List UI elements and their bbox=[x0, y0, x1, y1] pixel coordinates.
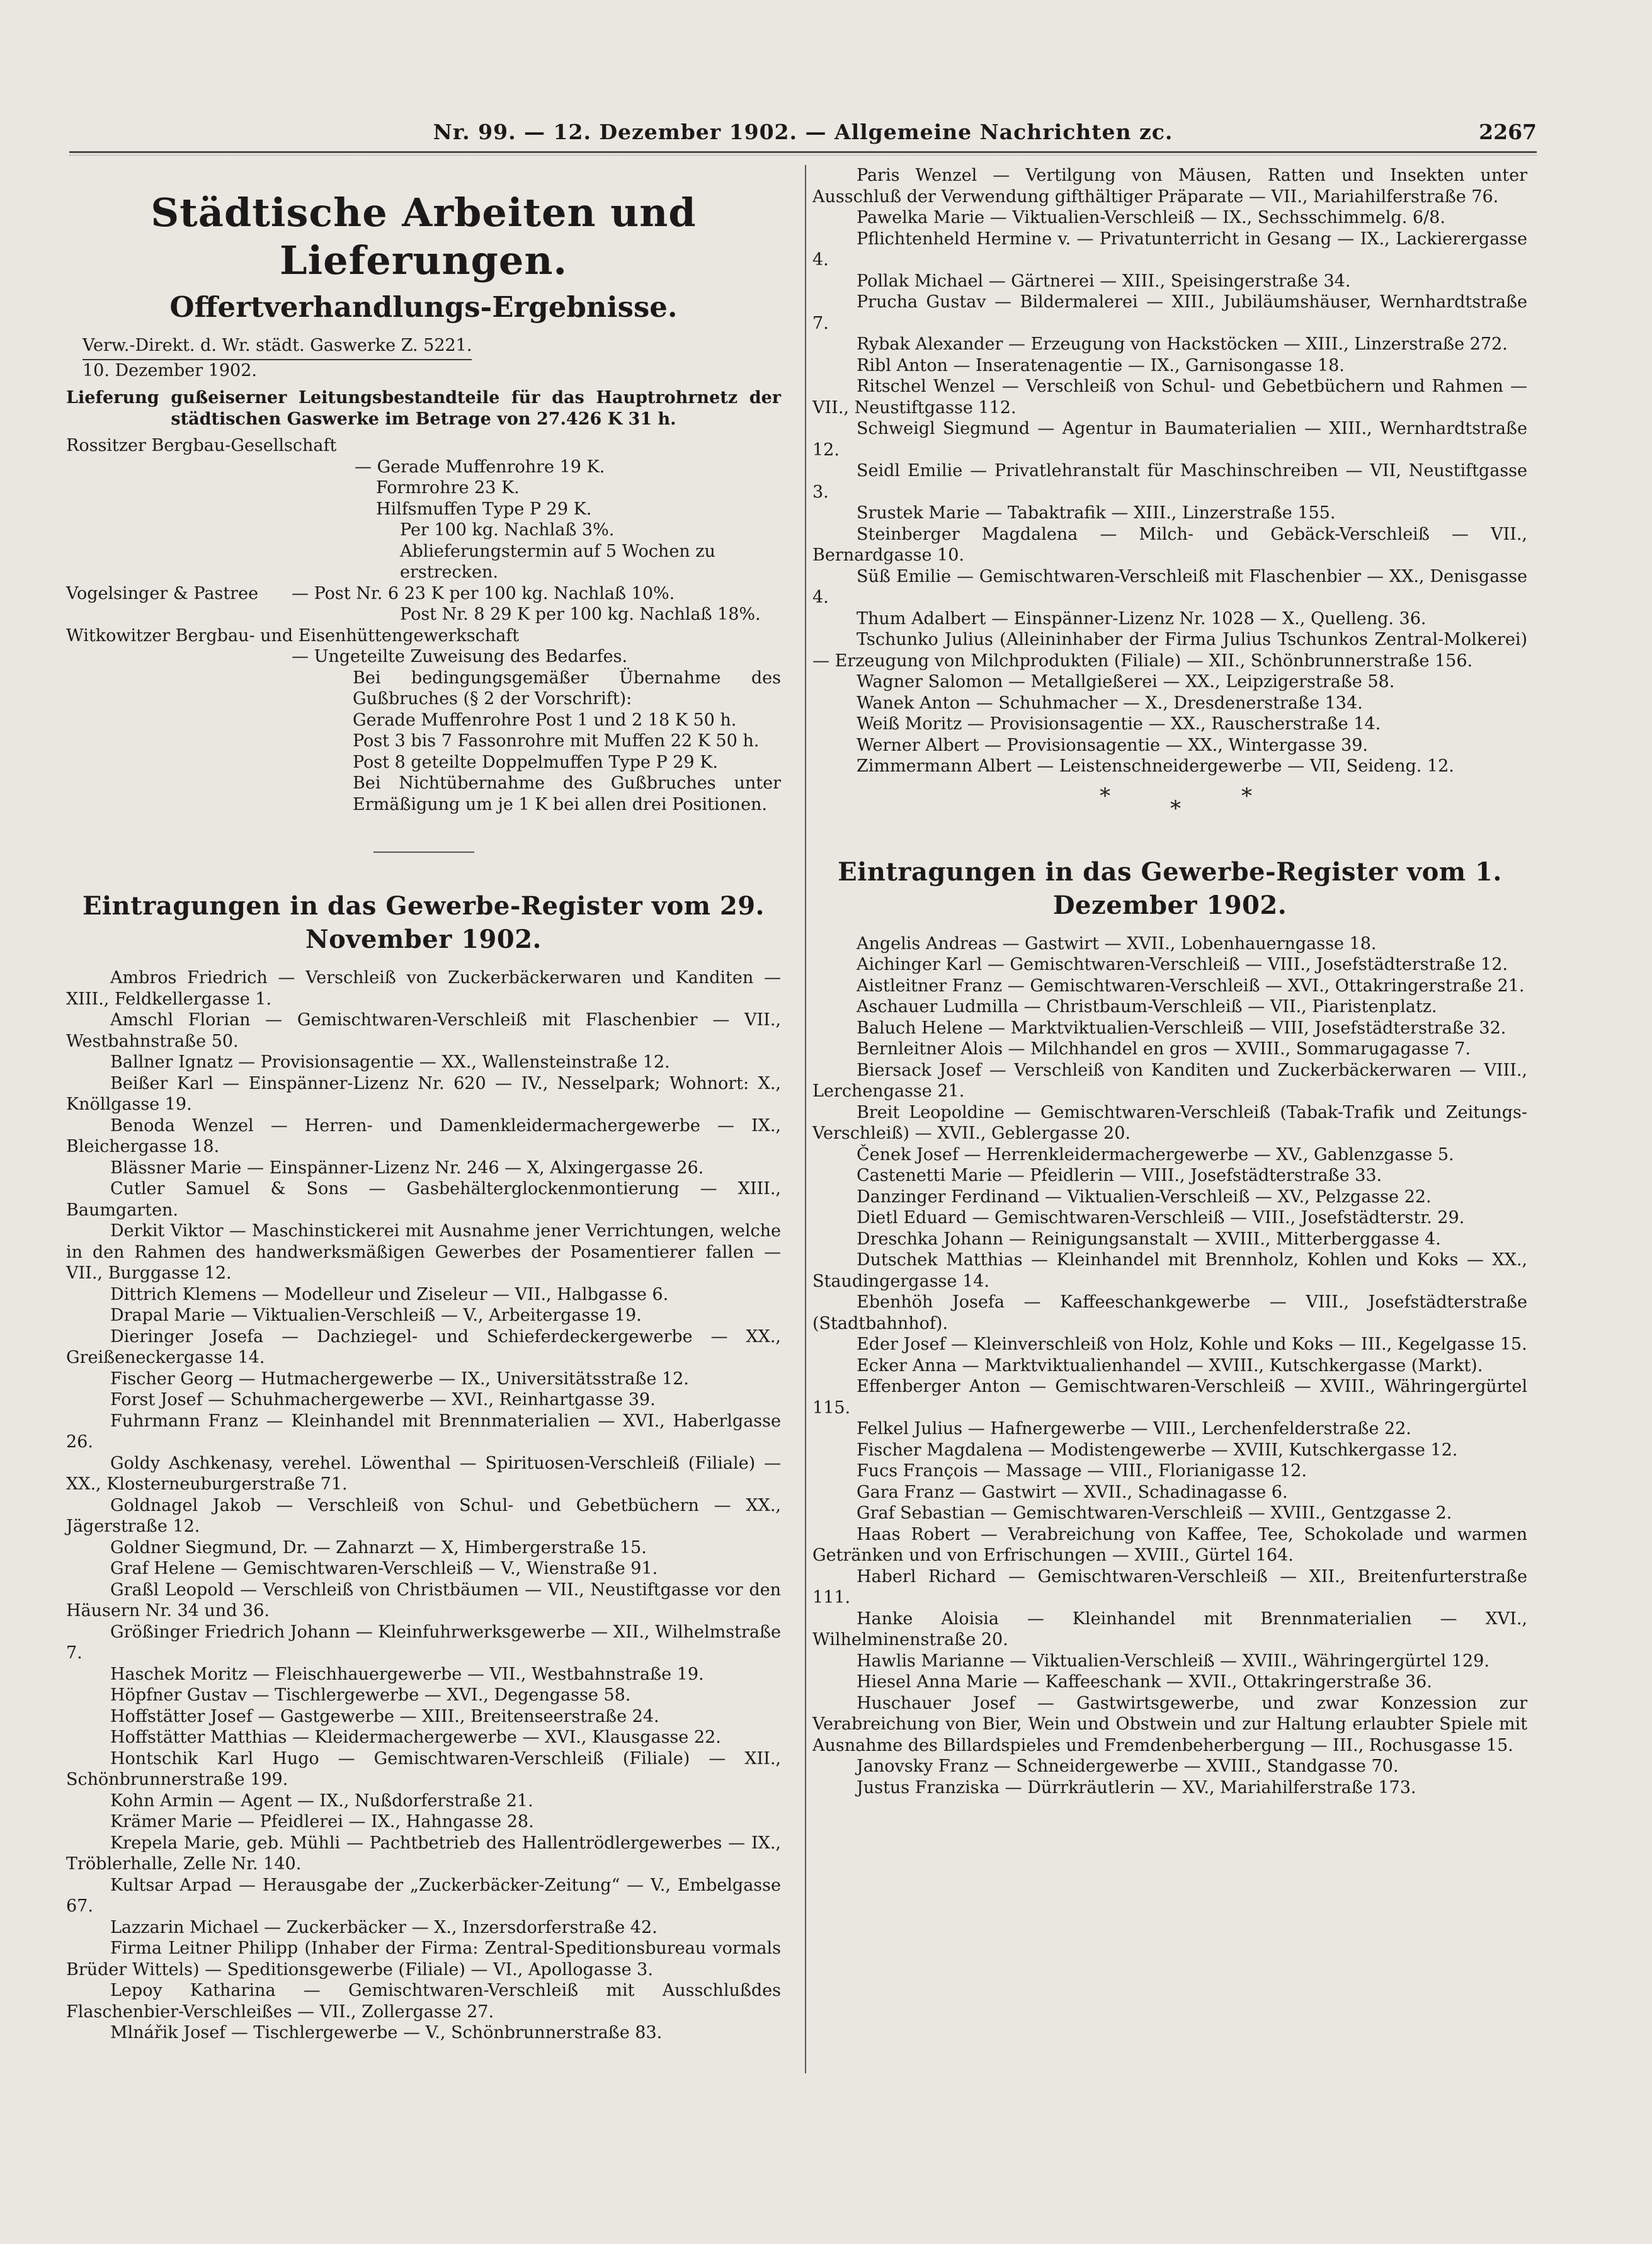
register-entry: Haschek Moritz — Fleischhauergewerbe — VII., Westbahnstraße 19. bbox=[110, 1664, 704, 1684]
register-entry: Hoffstätter Matthias — Kleidermachergewerbe — XVI., Klausgasse 22. bbox=[110, 1728, 721, 1747]
offer-detail: Post Nr. 8 29 K per 100 kg. Nachlaß 18%. bbox=[400, 605, 761, 624]
register-entry: Dietl Eduard — Gemischtwaren-Verschleiß — VIII., Josefstädterstr. 29. bbox=[857, 1208, 1465, 1227]
register-entry: Dreschka Johann — Reinigungsanstalt — XVIII., Mitterberggasse 4. bbox=[857, 1229, 1441, 1249]
register-entry: Süß Emilie — Gemischtwaren-Verschleiß mit Flaschenbier — XX., Denisgasse 4. bbox=[812, 566, 1527, 607]
register-entry: Forst Josef — Schuhmachergewerbe — XVI., Reinhartgasse 39. bbox=[110, 1390, 656, 1410]
register-entry: Werner Albert — Provisionsagentie — XX., Wintergasse 39. bbox=[857, 735, 1369, 755]
stars-separator bbox=[812, 783, 1527, 824]
offer-detail: Formrohre 23 K. bbox=[376, 478, 520, 498]
offer-date: 10. Dezember 1902. bbox=[83, 360, 258, 380]
register-entry: Janovsky Franz — Schneidergewerbe — XVIII., Standgasse 70. bbox=[857, 1757, 1399, 1776]
register-entry: Huschauer Josef — Gastwirtsgewerbe, und zwar Konzession zur Verabreichung von Bier, Wein und Obstwein und zur Haltung erlaubter Spiele mit Ausnahme des Billardspieles und Fremdenbeherbergung — III., Rochusgasse 15. bbox=[812, 1693, 1527, 1755]
register-entry: Lepoy Katharina — Gemischtwaren-Verschleiß mit Ausschlußdes Flaschenbier-Verschleißes — VII., Zollergasse 27. bbox=[66, 1981, 781, 2022]
offer-detail: Gerade Muffenrohre Post 1 und 2 18 K 50 h. bbox=[353, 710, 737, 730]
register-entry: Dieringer Josefa — Dachziegel- und Schieferdeckergewerbe — XX., Greißeneckergasse 14. bbox=[66, 1326, 781, 1367]
register-entry: Krämer Marie — Pfeidlerei — IX., Hahngasse 28. bbox=[110, 1812, 534, 1831]
register-entry: Drapal Marie — Viktualien-Verschleiß — V., Arbeitergasse 19. bbox=[110, 1306, 642, 1325]
header-rule-dotted bbox=[69, 155, 1537, 156]
section-separator bbox=[373, 851, 474, 853]
register-entry: Cutler Samuel & Sons — Gasbehälterglockenmontierung — XIII., Baumgarten. bbox=[66, 1179, 781, 1220]
register-entry: Größinger Friedrich Johann — Kleinfuhrwerksgewerbe — XII., Wilhelmstraße 7. bbox=[66, 1622, 781, 1663]
firm-name: Vogelsinger & Pastree bbox=[66, 583, 259, 603]
register-entry: Haberl Richard — Gemischtwaren-Verschleiß — XII., Breitenfurterstraße 111. bbox=[812, 1566, 1527, 1607]
register-list-nov29-continued bbox=[812, 165, 1527, 777]
register-entry: Ballner Ignatz — Provisionsagentie — XX., Wallensteinstraße 12. bbox=[110, 1052, 670, 1072]
register-entry: Hanke Aloisia — Kleinhandel mit Brennmaterialien — XVI., Wilhelminenstraße 20. bbox=[812, 1609, 1527, 1649]
offer-detail: Post 3 bis 7 Fassonrohre mit Muffen 22 K 50 h. bbox=[353, 731, 760, 751]
register-entry: Ambros Friedrich — Verschleiß von Zuckerbäckerwaren und Kanditen — XIII., Feldkellergasse 1. bbox=[66, 968, 781, 1009]
register-entry: Goldnagel Jakob — Verschleiß von Schul- und Gebetbüchern — XX., Jägerstraße 12. bbox=[66, 1495, 781, 1536]
register-entry: Ritschel Wenzel — Verschleiß von Schul- und Gebetbüchern und Rahmen — VII., Neustiftgasse 112. bbox=[812, 377, 1527, 418]
register-entry: Benoda Wenzel — Herren- und Damenkleidermachergewerbe — IX., Bleichergasse 18. bbox=[66, 1115, 781, 1156]
register-entry: Höpfner Gustav — Tischlergewerbe — XVI., Degengasse 58. bbox=[110, 1685, 631, 1705]
register-heading-nov29: Eintragungen in das Gewerbe-Register vom 29. November 1902. bbox=[83, 891, 765, 954]
register-list-dec1 bbox=[812, 933, 1527, 1799]
register-entry: Pollak Michael — Gärtnerei — XIII., Speisingerstraße 34. bbox=[857, 271, 1351, 291]
register-entry: Wagner Salomon — Metallgießerei — XX., Leipzigerstraße 58. bbox=[857, 672, 1395, 692]
register-entry: Castenetti Marie — Pfeidlerin — VIII., Josefstädterstraße 33. bbox=[857, 1166, 1382, 1185]
offer-detail: — Post Nr. 6 23 K per 100 kg. Nachlaß 10%. bbox=[292, 583, 675, 603]
register-entry: Breit Leopoldine — Gemischtwaren-Verschleiß (Tabak-Trafik und Zeitungs-Verschleiß) — XVII., Geblergasse 20. bbox=[812, 1102, 1527, 1143]
register-entry: Kultsar Arpad — Herausgabe der „Zuckerbäcker-Zeitung“ — V., Embelgasse 67. bbox=[66, 1875, 781, 1916]
offer-subject: Lieferung gußeiserner Leitungsbestandteile für das Hauptrohrnetz der städtischen Gaswerke im Betrage von 27.426 K 31 h. bbox=[66, 388, 781, 429]
register-entry: Beißer Karl — Einspänner-Lizenz Nr. 620 — IV., Nesselpark; Wohnort: X., Knöllgasse 19. bbox=[66, 1073, 781, 1114]
register-entry: Goldner Siegmund, Dr. — Zahnarzt — X, Himbergerstraße 15. bbox=[110, 1537, 647, 1558]
register-entry: Justus Franziska — Dürrkräutlerin — XV., Mariahilferstraße 173. bbox=[857, 1777, 1416, 1797]
register-entry: Fucs François — Massage — VIII., Florianigasse 12. bbox=[857, 1461, 1307, 1481]
header-issue-line: Nr. 99. — 12. Dezember 1902. — Allgemeine Nachrichten zc. bbox=[433, 120, 1173, 144]
register-entry: Pflichtenheld Hermine v. — Privatunterricht in Gesang — IX., Lackierergasse 4. bbox=[812, 229, 1527, 270]
right-column bbox=[812, 165, 1527, 1798]
register-entry: Rybak Alexander — Erzeugung von Hackstöcken — XIII., Linzerstraße 272. bbox=[857, 334, 1508, 354]
register-entry: Bernleitner Alois — Milchhandel en gros — XVIII., Sommarugagasse 7. bbox=[857, 1039, 1471, 1059]
register-entry: Baluch Helene — Marktviktualien-Verschleiß — VIII, Josefstädterstraße 32. bbox=[857, 1018, 1507, 1038]
register-entry: Angelis Andreas — Gastwirt — XVII., Lobenhauerngasse 18. bbox=[857, 933, 1377, 954]
register-entry: Eder Josef — Kleinverschleiß von Holz, Kohle und Koks — III., Kegelgasse 15. bbox=[857, 1335, 1527, 1354]
offer-detail: Ablieferungstermin auf 5 Wochen zu erstrecken. bbox=[400, 541, 715, 582]
register-entry: Dittrich Klemens — Modelleur und Ziseleur — VII., Halbgasse 6. bbox=[110, 1284, 669, 1304]
register-entry: Fischer Georg — Hutmachergewerbe — IX., Universitätsstraße 12. bbox=[110, 1369, 689, 1389]
register-entry: Schweigl Siegmund — Agentur in Baumaterialien — XIII., Wernhardtstraße 12. bbox=[812, 419, 1527, 460]
offer-detail: Post 8 geteilte Doppelmuffen Type P 29 K. bbox=[353, 752, 718, 772]
offer-detail: Hilfsmuffen Type P 29 K. bbox=[376, 499, 592, 519]
subtitle-offer-results: Offertverhandlungs-Ergebnisse. bbox=[169, 290, 678, 324]
register-entry: Tschunko Julius (Alleininhaber der Firma Julius Tschunkos Zentral-Molkerei) — Erzeugung von Milchprodukten (Filiale) — XII., Schönbrunnerstraße 156. bbox=[812, 630, 1527, 671]
offer-detail: Bei Nichtübernahme des Gußbruches unter Ermäßigung um je 1 K bei allen drei Positionen. bbox=[353, 773, 781, 814]
register-entry: Lazzarin Michael — Zuckerbäcker — X., Inzersdorferstraße 42. bbox=[110, 1917, 658, 1937]
reference-number: Verw.-Direkt. d. Wr. städt. Gaswerke Z. 5221. bbox=[83, 335, 472, 360]
register-entry: Čenek Josef — Herrenkleidermachergewerbe — XV., Gablenzgasse 5. bbox=[857, 1144, 1454, 1165]
offer-detail: — Ungeteilte Zuweisung des Bedarfes. bbox=[292, 647, 628, 666]
register-entry: Steinberger Magdalena — Milch- und Gebäck-Verschleiß — VII., Bernardgasse 10. bbox=[812, 524, 1527, 565]
register-entry: Seidl Emilie — Privatlehranstalt für Maschinschreiben — VII, Neustiftgasse 3. bbox=[812, 461, 1527, 502]
firm-name: Witkowitzer Bergbau- und Eisenhüttengewerkschaft bbox=[66, 625, 520, 646]
page-number: 2267 bbox=[1479, 120, 1537, 144]
register-entry: Pawelka Marie — Viktualien-Verschleiß — IX., Sechsschimmelg. 6/8. bbox=[857, 208, 1445, 227]
register-entry: Srustek Marie — Tabaktrafik — XIII., Linzerstraße 155. bbox=[857, 503, 1336, 523]
register-entry: Paris Wenzel — Vertilgung von Mäusen, Ratten und Insekten unter Ausschluß der Verwendung gifthältiger Präparate — VII., Mariahilferstraße 76. bbox=[812, 166, 1527, 207]
register-entry: Fischer Magdalena — Modistengewerbe — XVIII, Kutschkergasse 12. bbox=[857, 1440, 1458, 1460]
register-entry: Hontschik Karl Hugo — Gemischtwaren-Verschleiß (Filiale) — XII., Schönbrunnerstraße 199. bbox=[66, 1748, 781, 1789]
register-entry: Amschl Florian — Gemischtwaren-Verschleiß mit Flaschenbier — VII., Westbahnstraße 50. bbox=[66, 1010, 781, 1051]
register-entry: Graßl Leopold — Verschleiß von Christbäumen — VII., Neustiftgasse vor den Häusern Nr. 34 und 36. bbox=[66, 1580, 781, 1620]
register-entry: Gara Franz — Gastwirt — XVII., Schadinagasse 6. bbox=[857, 1482, 1288, 1502]
register-entry: Felkel Julius — Hafnergewerbe — VIII., Lerchenfelderstraße 22. bbox=[857, 1419, 1411, 1438]
register-entry: Haas Robert — Verabreichung von Kaffee, Tee, Schokolade und warmen Getränken und von Erfrischungen — XVIII., Gürtel 164. bbox=[812, 1524, 1527, 1565]
register-entry: Dutschek Matthias — Kleinhandel mit Brennholz, Kohlen und Koks — XX., Staudingergasse 14. bbox=[812, 1250, 1527, 1291]
register-entry: Aschauer Ludmilla — Christbaum-Verschleiß — VII., Piaristenplatz. bbox=[857, 997, 1437, 1017]
register-entry: Ribl Anton — Inseratenagentie — IX., Garnisongasse 18. bbox=[857, 355, 1345, 375]
register-entry: Ecker Anna — Marktviktualienhandel — XVIII., Kutschkergasse (Markt). bbox=[857, 1355, 1483, 1375]
register-entry: Goldy Aschkenasy, verehel. Löwenthal — Spirituosen-Verschleiß (Filiale) — XX., Klosterneuburgerstraße 71. bbox=[66, 1453, 781, 1494]
star-ornament: * bbox=[1170, 795, 1181, 821]
register-entry: Effenberger Anton — Gemischtwaren-Verschleiß — XVIII., Währingergürtel 115. bbox=[812, 1377, 1527, 1418]
register-entry: Aichinger Karl — Gemischtwaren-Verschleiß — VIII., Josefstädterstraße 12. bbox=[857, 955, 1508, 974]
register-entry: Hiesel Anna Marie — Kaffeeschank — XVII., Ottakringerstraße 36. bbox=[857, 1672, 1432, 1692]
register-entry: Wanek Anton — Schuhmacher — X., Dresdenerstraße 134. bbox=[857, 693, 1363, 713]
register-entry: Prucha Gustav — Bildermalerei — XIII., Jubiläumshäuser, Wernhardtstraße 7. bbox=[812, 292, 1527, 333]
register-entry: Graf Helene — Gemischtwaren-Verschleiß — V., Wienstraße 91. bbox=[110, 1559, 658, 1578]
offer-firm-row bbox=[66, 583, 781, 605]
register-entry: Danzinger Ferdinand — Viktualien-Verschleiß — XV., Pelzgasse 22. bbox=[857, 1187, 1432, 1207]
column-divider bbox=[805, 165, 806, 2073]
left-column bbox=[66, 165, 781, 2044]
register-entry: Kohn Armin — Agent — IX., Nußdorferstraße 21. bbox=[110, 1791, 533, 1811]
register-entry: Hawlis Marianne — Viktualien-Verschleiß — XVIII., Währingergürtel 129. bbox=[857, 1651, 1490, 1671]
header-rule bbox=[69, 151, 1537, 153]
register-entry: Thum Adalbert — Einspänner-Lizenz Nr. 1028 — X., Quelleng. 36. bbox=[857, 608, 1427, 629]
section-title-works: Städtische Arbeiten und Lieferungen. bbox=[151, 190, 697, 283]
register-entry: Firma Leitner Philipp (Inhaber der Firma: Zentral-Speditionsbureau vormals Brüder Wittels) — Speditionsgewerbe (Filiale) — VI., Apollogasse 3. bbox=[66, 1939, 781, 1979]
register-entry: Fuhrmann Franz — Kleinhandel mit Brennmaterialien — XVI., Haberlgasse 26. bbox=[66, 1411, 781, 1452]
offer-detail: Bei bedingungsgemäßer Übernahme des Gußbruches (§ 2 der Vorschrift): bbox=[353, 668, 781, 709]
register-entry: Blässner Marie — Einspänner-Lizenz Nr. 246 — X, Alxingergasse 26. bbox=[110, 1158, 704, 1178]
register-entry: Biersack Josef — Verschleiß von Kanditen und Zuckerbäckerwaren — VIII., Lerchengasse 21. bbox=[812, 1060, 1527, 1101]
register-entry: Zimmermann Albert — Leistenschneidergewerbe — VII, Seideng. 12. bbox=[857, 756, 1454, 776]
register-entry: Ebenhöh Josefa — Kaffeeschankgewerbe — VIII., Josefstädterstraße (Stadtbahnhof). bbox=[812, 1292, 1527, 1333]
page-header bbox=[69, 115, 1537, 152]
register-heading-dec1: Eintragungen in das Gewerbe-Register vom 1. Dezember 1902. bbox=[838, 857, 1502, 920]
firm-name: Rossitzer Bergbau-Gesellschaft bbox=[66, 436, 337, 455]
offer-detail: — Gerade Muffenrohre 19 K. bbox=[355, 457, 605, 477]
register-entry: Mlnářik Josef — Tischlergewerbe — V., Schönbrunnerstraße 83. bbox=[110, 2023, 663, 2042]
register-entry: Hoffstätter Josef — Gastgewerbe — XIII., Breitenseerstraße 24. bbox=[110, 1706, 659, 1726]
star-ornament: * bbox=[1241, 783, 1252, 809]
register-list-nov29 bbox=[66, 967, 781, 2044]
offer-detail: Per 100 kg. Nachlaß 3%. bbox=[400, 520, 615, 540]
register-entry: Graf Sebastian — Gemischtwaren-Verschleiß — XVIII., Gentzgasse 2. bbox=[857, 1503, 1452, 1523]
star-ornament: * bbox=[1100, 783, 1110, 809]
register-entry: Derkit Viktor — Maschinstickerei mit Ausnahme jener Verrichtungen, welche in den Rahmen des handwerksmäßigen Gewerbes der Posamentierer fallen — VII., Burggasse 12. bbox=[66, 1221, 781, 1283]
offer-firm-row bbox=[66, 435, 781, 457]
register-entry: Weiß Moritz — Provisionsagentie — XX., Rauscherstraße 14. bbox=[857, 714, 1381, 734]
register-entry: Aistleitner Franz — Gemischtwaren-Verschleiß — XVI., Ottakringerstraße 21. bbox=[857, 976, 1525, 996]
register-entry: Krepela Marie, geb. Mühli — Pachtbetrieb des Hallentrödlergewerbes — IX., Tröblerhalle, Zelle Nr. 140. bbox=[66, 1833, 781, 1874]
